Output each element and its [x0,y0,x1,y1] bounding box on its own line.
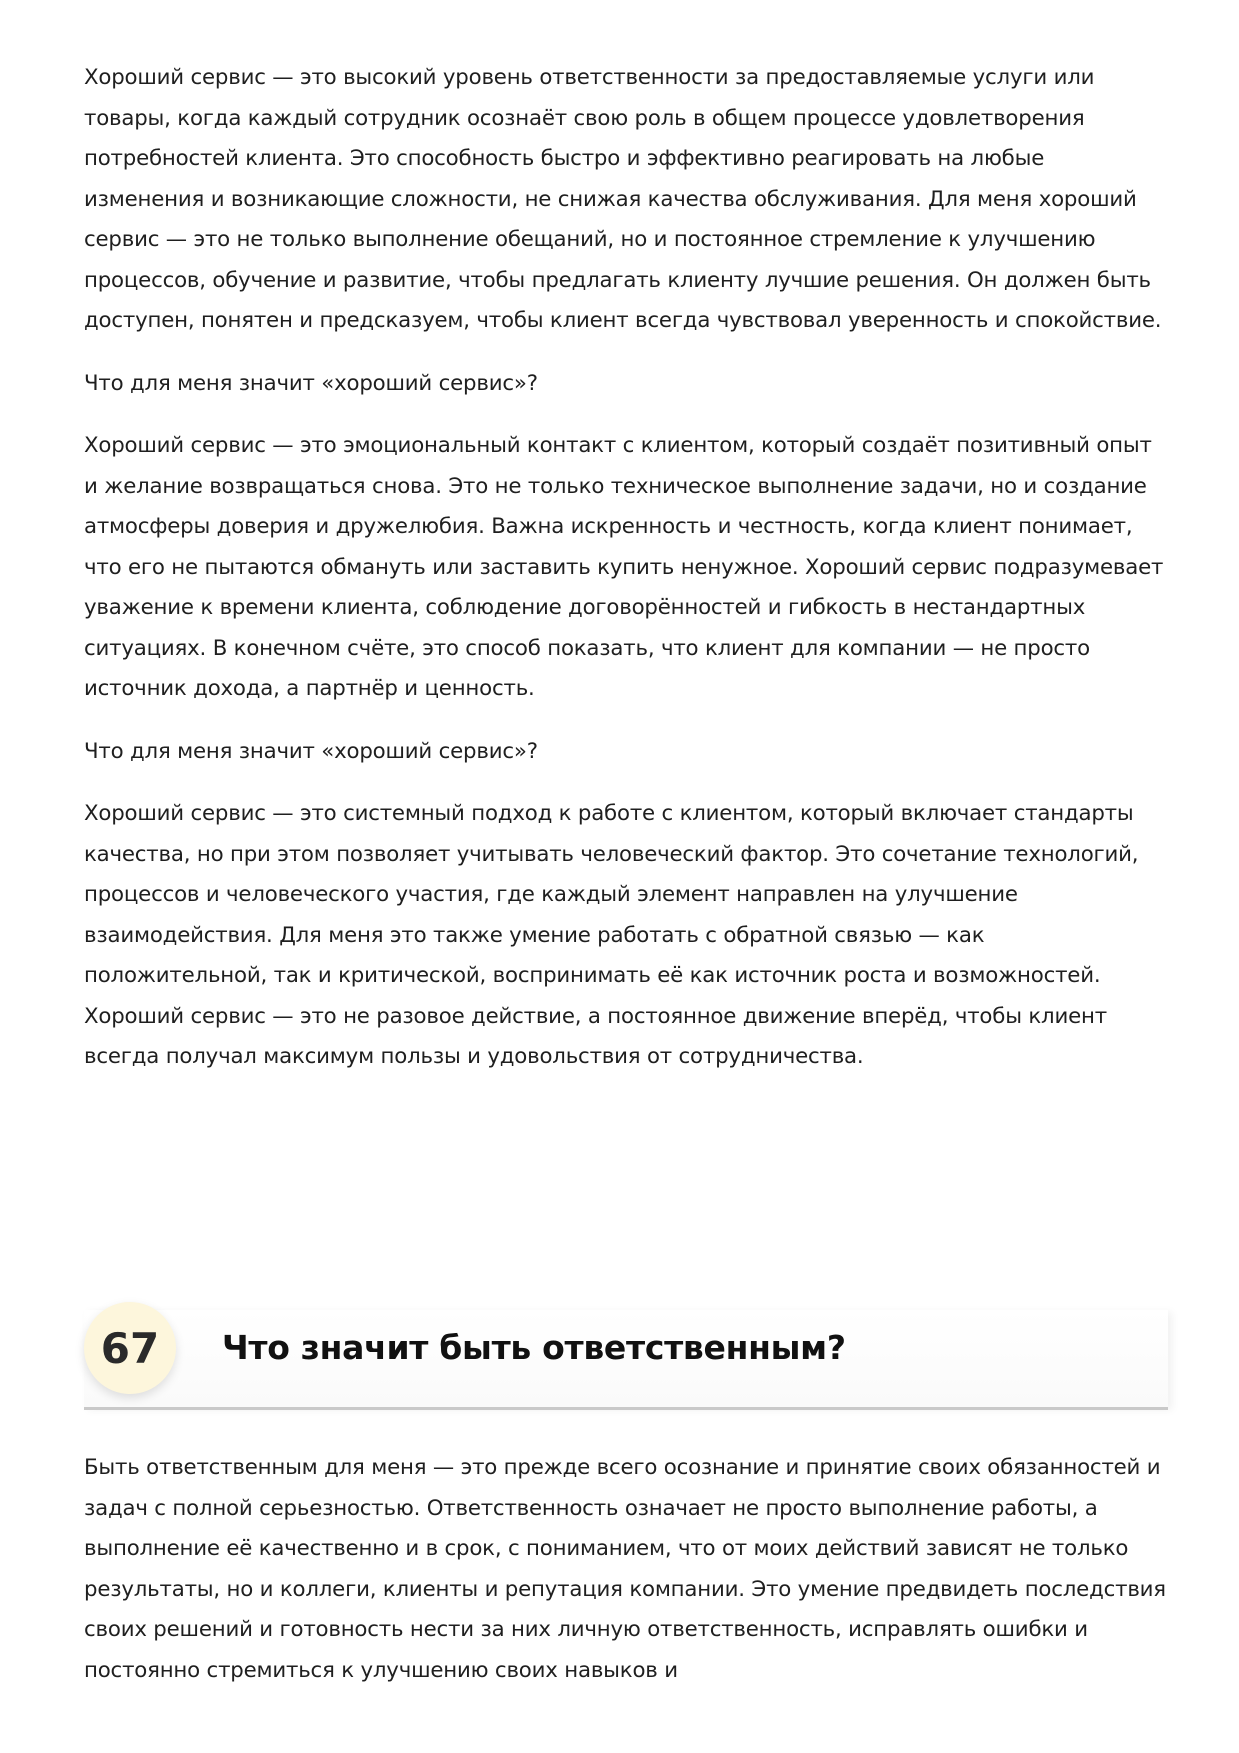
answer-paragraph-2: Хороший сервис — это эмоциональный контакт с клиентом, который создаёт позитивный опыт и желание возвращаться снова. Это не только техническое выполнение задачи, но и создание атмосферы доверия и дружелюбия. Важна искренность и честность, когда клиент понимает, что его не пытаются обмануть или заставить купить ненужное. Хороший сервис подразумевает уважение к времени клиента, соблюдение договорённостей и гибкость в нестандартных ситуациях. В конечном счёте, это способ показать, что клиент для компании — не просто источник дохода, а партнёр и ценность. [84,433,1164,701]
section-title: Что значит быть ответственным? [222,1328,846,1367]
header-divider [84,1407,1168,1410]
section-header [84,1302,1168,1408]
answer-paragraph-1: Хороший сервис — это высокий уровень ответственности за предоставляемые услуги или товары, когда каждый сотрудник осознаёт свою роль в общем процессе удовлетворения потребностей клиента. Это способность быстро и эффективно реагировать на любые изменения и возникающие сложности, не снижая качества обслуживания. Для меня хороший сервис — это не только выполнение обещаний, но и постоянное стремление к улучшению процессов, обучение и развитие, чтобы предлагать клиенту лучшие решения. Он должен быть доступен, понятен и предсказуем, чтобы клиент всегда чувствовал уверенность и спокойствие. [84,65,1162,333]
question-text-2: Что для меня значит «хороший сервис»? [84,738,538,764]
question-text-1: Что для меня значит «хороший сервис»? [84,370,538,396]
section-number-badge: 67 [84,1302,176,1394]
answer-paragraph-4: Быть ответственным для меня — это прежде всего осознание и принятие своих обязанностей и задач с полной серьезностью. Ответственность означает не просто выполнение работы, а выполнение её качественно и в срок, с пониманием, что от моих действий зависят не только результаты, но и коллеги, клиенты и репутация компании. Это умение предвидеть последствия своих решений и готовность нести за них личную ответственность, исправлять ошибки и постоянно стремиться к улучшению своих навыков и [84,1455,1166,1683]
answer-block-service [84,58,1168,1100]
answer-paragraph-3: Хороший сервис — это системный подход к работе с клиентом, который включает стандарты качества, но при этом позволяет учитывать человеческий фактор. Это сочетание технологий, процессов и человеческого участия, где каждый элемент направлен на улучшение взаимодействия. Для меня это также умение работать с обратной связью — как положительной, так и критической, воспринимать её как источник роста и возможностей. Хороший сервис — это не разовое действие, а постоянное движение вперёд, чтобы клиент всегда получал максимум пользы и удовольствия от сотрудничества. [84,801,1139,1069]
answer-block-responsibility [84,1448,1168,1713]
